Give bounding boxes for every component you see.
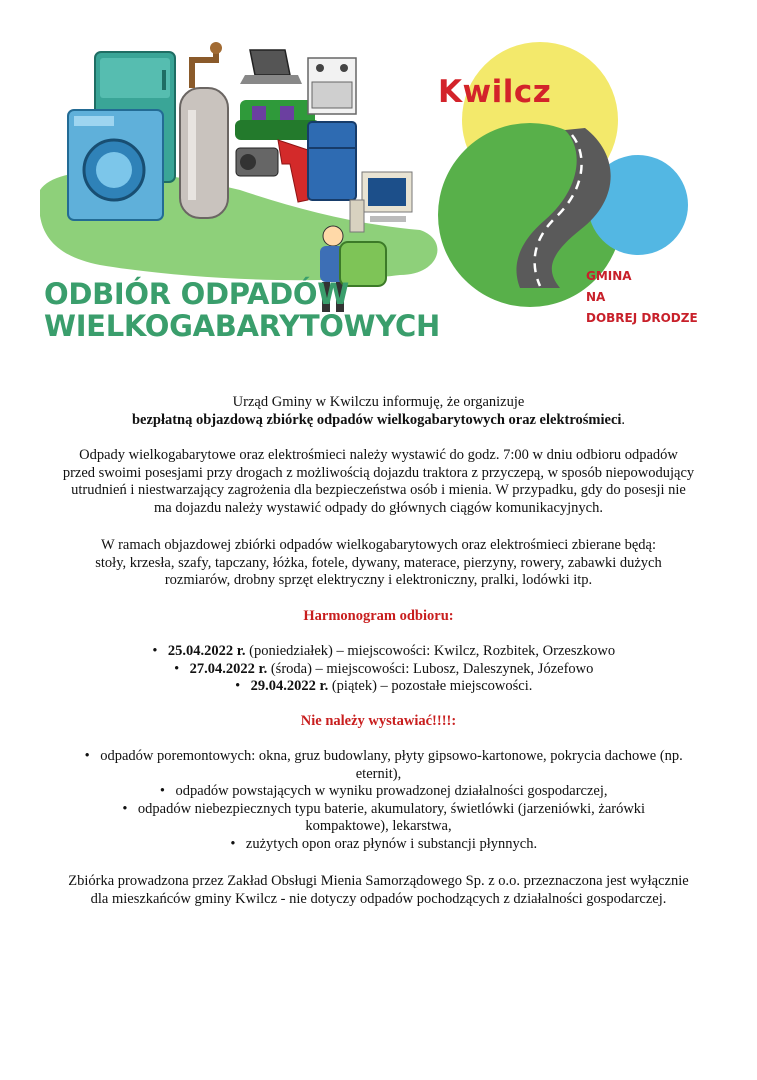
footer-line: Zbiórka prowadzona przez Zakład Obsługi Mienia Samorządowego Sp. z o.o. przeznaczona jest wyłącznie [68,873,689,889]
footer-note [40,873,717,908]
computer-icon [350,172,412,232]
slogan-line: DOBREJ DRODZE [586,311,698,325]
schedule-item [40,661,717,679]
text-line: stoły, krzesła, szafy, tapczany, łóżka, fotele, dywany, materace, pierzyny, rowery, zabawki dużych [95,554,662,571]
bullet-icon: • [174,660,180,677]
radio-icon [236,148,278,176]
text-line: rozmiarów, drobny sprzęt elektryczny i elektroniczny, pralki, lodówki itp. [164,572,593,588]
banner-title-line2: WIELKOGABARYTOWYCH [44,309,440,343]
schedule-date: 27.04.2022 r. [189,660,268,677]
paragraph-collected-items [40,537,717,590]
laptop-icon [240,50,302,84]
schedule-list [40,643,717,696]
intro-tail: . [621,411,626,428]
footer-line: dla mieszkańców gminy Kwilcz - nie dotyczy odpadów pochodzących z działalności gospodarczej. [90,890,667,907]
text-line: W ramach objazdowej zbiórki odpadów wielkogabarytowych oraz elektrośmieci zbierane będą: [101,537,656,553]
forbidden-item [40,801,717,819]
schedule-details: (piątek) – pozostałe miejscowości. [328,678,533,694]
chair-icon [278,140,308,202]
schedule-item [40,678,717,696]
schedule-date: 29.04.2022 r. [250,678,329,694]
washing-machine-icon [68,110,163,220]
forbidden-text: odpadów poremontowych: okna, gruz budowlany, płyty gipsowo-kartonowe, pokrycia dachowe (np. [100,748,683,764]
text-line: utrudnień i niestwarzający zagrożenia dla bezpieczeństwa osób i mienia. W przypadku, gdy do posesji nie [71,482,686,498]
bullet-icon: • [84,748,90,764]
schedule-details: (poniedziałek) – miejscowości: Kwilcz, Rozbitek, Orzeszkowo [245,643,616,659]
schedule-details: (środa) – miejscowości: Lubosz, Daleszynek, Józefowo [267,660,594,677]
logo-slogan [586,266,698,329]
forbidden-item-continuation: kompaktowe), lekarstwa, [305,818,452,834]
water-heater-icon [180,42,228,218]
stove-icon [308,58,356,114]
forbidden-text: odpadów powstających w wyniku prowadzonej działalności gospodarczej, [175,783,608,799]
text-line: przed swoimi posesjami przy drogach z możliwością dojazdu traktora z przyczepą, w sposób niepowodujący [62,464,695,481]
text-line: ma dojazdu należy wystawić odpady do głównych ciągów komunikacyjnych. [154,499,603,516]
paragraph-instructions [40,447,717,517]
slogan-line: NA [586,290,606,304]
intro [40,394,717,429]
text-line: Odpady wielkogabarytowe oraz elektrośmieci należy wystawić do godz. 7:00 w dniu odbioru odpadów [79,447,678,463]
forbidden-item [40,783,717,801]
banner-title-line1: ODBIÓR ODPADÓW [44,277,349,311]
schedule-heading [40,608,717,626]
logo-name: Kwilcz [438,74,552,110]
intro-bold: bezpłatną objazdową zbiórkę odpadów wielkogabarytowych oraz elektrośmieci [131,411,622,428]
banner-title [44,278,464,342]
bullet-icon: • [235,678,241,694]
forbidden-heading-text: Nie należy wystawiać!!!!: [300,713,457,729]
bullet-icon: • [159,783,165,799]
forbidden-item-continuation: eternit), [355,765,402,782]
forbidden-text: odpadów niebezpiecznych typu baterie, akumulatory, świetlówki (jarzeniówki, żarówki [137,800,646,817]
blue-fridge-icon [308,122,356,200]
forbidden-text: zużytych opon oraz płynów i substancji płynnych. [245,835,538,852]
schedule-item [40,643,717,661]
forbidden-list [40,748,717,853]
forbidden-item [40,836,717,854]
bullet-icon: • [152,643,158,659]
slogan-line: GMINA [586,269,632,283]
forbidden-item [40,748,717,766]
bullet-icon: • [230,835,236,852]
schedule-date: 25.04.2022 r. [167,643,246,659]
schedule-heading-text: Harmonogram odbioru: [303,608,454,624]
forbidden-heading [40,713,717,731]
intro-line2 [40,412,717,430]
intro-line1: Urząd Gminy w Kwilczu informuję, że organizuje [232,394,525,410]
bullet-icon: • [122,800,128,817]
